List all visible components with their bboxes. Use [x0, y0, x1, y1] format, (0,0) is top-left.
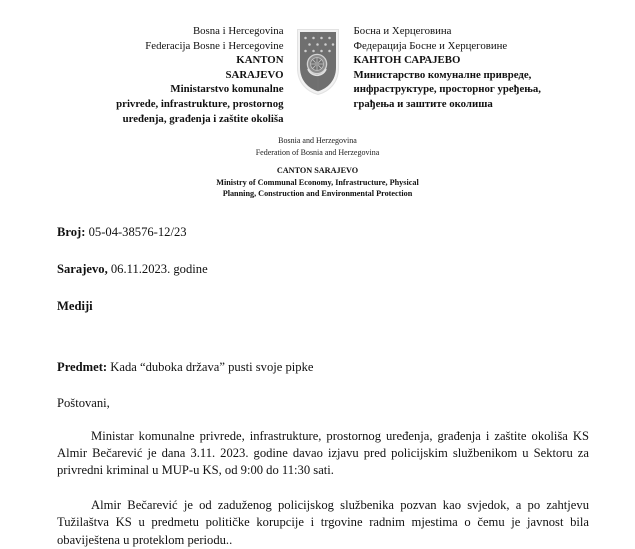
reference-number-label: Broj: [57, 224, 86, 239]
letterhead-cyrillic-line: Министарство комуналне привреде, [353, 68, 532, 81]
letterhead-bosnian-block [24, 24, 292, 126]
emblem-container [292, 24, 344, 96]
letterhead-cyrillic-line: Федерација Босне и Херцеговине [353, 39, 508, 52]
letterhead [0, 0, 635, 200]
shield-seal [307, 54, 326, 75]
subject-line [57, 359, 589, 375]
subject-label: Predmet: [57, 359, 108, 374]
letterhead-bosnian-line: SARAJEVO [225, 68, 284, 81]
letterhead-bosnian-line: Bosna i Hercegovina [192, 25, 284, 37]
letterhead-bosnian-line: Ministarstvo komunalne [170, 83, 284, 96]
letterhead-cyrillic-line: грађења и заштите околиша [353, 97, 493, 110]
recipient-value: Mediji [57, 298, 93, 313]
letterhead-row [0, 24, 635, 126]
english-spacer [0, 158, 635, 165]
body-paragraph: Almir Bečarević je od zaduženog policijskog službenika pozvan kao svjedok, a po zahtjevu Tužilaštva KS u predmetu političke korupcije i trgovine radnim mjestima o čemu je javnost bila obaviještena u proteklom periodu.. [57, 497, 589, 547]
english-federation: Federation of Bosnia and Herzegovina [255, 147, 380, 157]
coat-of-arms-icon [296, 28, 340, 96]
letterhead-cyrillic-line: КАНТОН САРАЈЕВО [353, 54, 461, 67]
reference-number-line [57, 224, 589, 240]
subject-text: Kada “duboka država” pusti svoje pipke [110, 359, 314, 374]
letterhead-cyrillic-line: инфраструктуре, просторног уређења, [353, 83, 541, 96]
english-canton: CANTON SARAJEVO [276, 166, 359, 176]
letterhead-bosnian-line: KANTON [236, 54, 284, 67]
reference-number-value: 05-04-38576-12/23 [88, 224, 187, 239]
letterhead-bosnian-line: Federacija Bosne i Hercegovine [145, 39, 284, 52]
letterhead-cyrillic-line: Босна и Херцеговина [353, 25, 452, 37]
letterhead-cyrillic-block [344, 24, 612, 112]
letterhead-english-block [0, 135, 635, 200]
english-ministry-line-2: Planning, Construction and Environmental Protection [222, 189, 413, 199]
english-country: Bosnia and Herzegovina [278, 136, 357, 146]
english-ministry-line-1: Ministry of Communal Economy, Infrastructure, Physical [216, 177, 419, 187]
place-label: Sarajevo, [57, 261, 108, 276]
letter-body [0, 224, 635, 549]
place-date-line [57, 261, 589, 277]
recipient-line [57, 298, 589, 314]
letterhead-bosnian-line: privrede, infrastrukture, prostornog [116, 97, 284, 110]
date-value: 06.11.2023. godine [110, 261, 208, 276]
letterhead-bosnian-line: uređenja, građenja i zaštite okoliša [122, 112, 284, 125]
body-paragraph: Ministar komunalne privrede, infrastrukture, prostornog uređenja, građenja i zaštite okoliša KS Almir Bečarević je dana 3.11. 2023. godine davao izjavu pred policijskim službenikom u Sektoru za privredni kriminal u MUP-u KS, od 9:00 do 11:30 sati. [57, 428, 589, 478]
salutation: Poštovani, [57, 395, 110, 410]
